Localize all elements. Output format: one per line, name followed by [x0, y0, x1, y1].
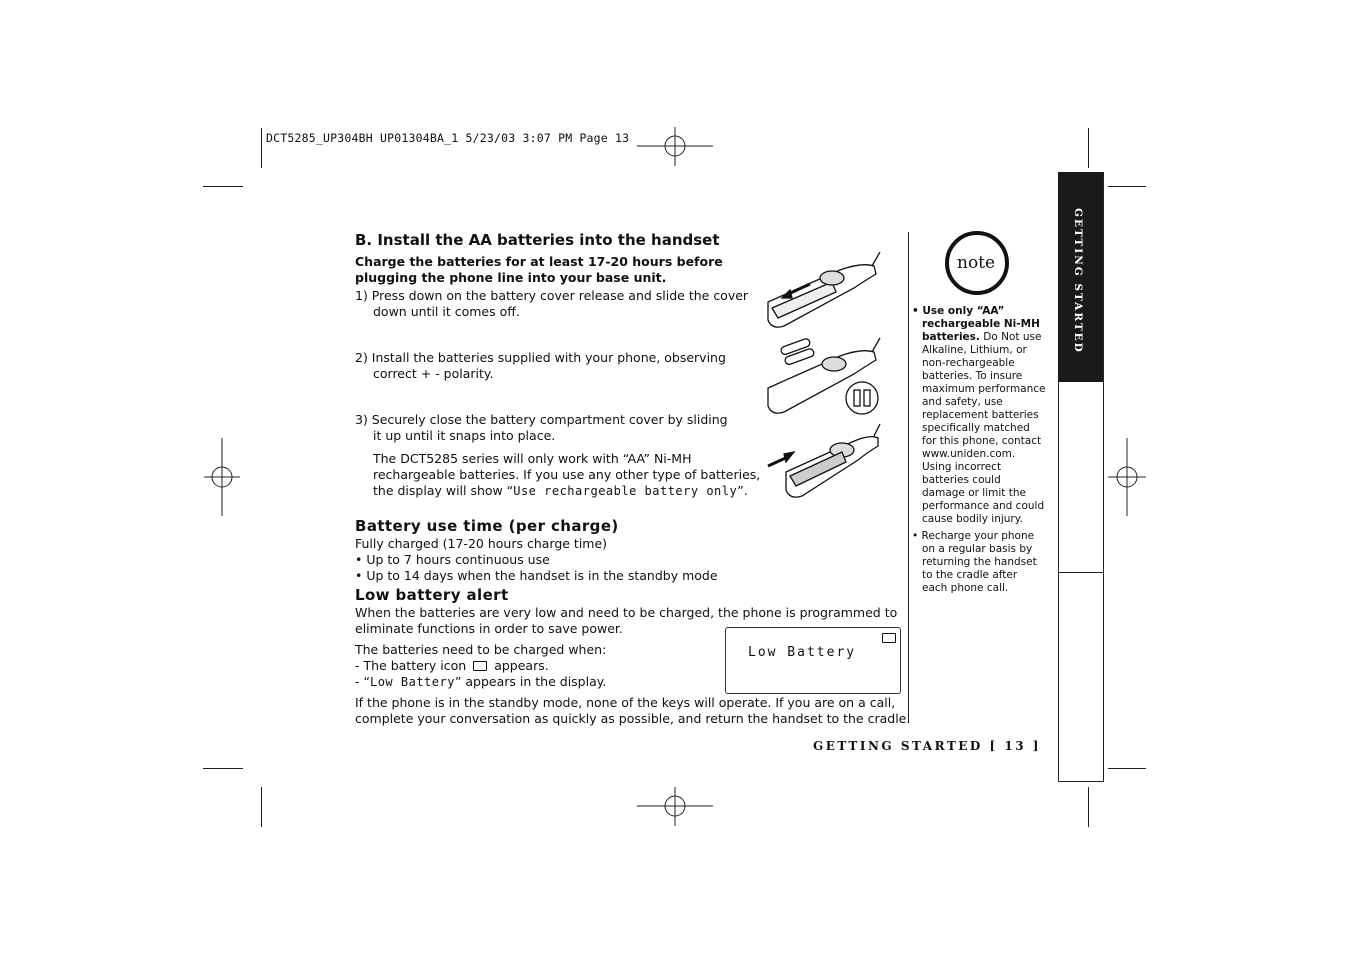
- step-3: 3) Securely close the battery compartment cover by sliding: [355, 412, 728, 427]
- page-footer: GETTING STARTED [ 13 ]: [813, 739, 1041, 753]
- condition-text: appears.: [494, 658, 549, 673]
- condition-text: - The battery icon: [355, 658, 467, 673]
- battery-use-bullet: • Up to 7 hours continuous use: [355, 552, 550, 567]
- note-line: damage or limit the: [922, 487, 1026, 499]
- low-battery-title: Low battery alert: [355, 586, 509, 604]
- note-line: cause bodily injury.: [922, 513, 1023, 525]
- print-header-stamp: DCT5285_UP304BH UP01304BA_1 5/23/03 3:07 PM Page 13: [266, 131, 630, 145]
- note-text: Do Not use: [979, 331, 1042, 343]
- low-battery-condition: [355, 674, 606, 690]
- column-rule: [908, 232, 909, 722]
- tab-divider: [1058, 781, 1104, 782]
- note-line: each phone call.: [922, 582, 1009, 594]
- lcd-message: Low Battery: [369, 675, 455, 689]
- section-title: B. Install the AA batteries into the handset: [355, 231, 720, 249]
- low-battery-text: When the batteries are very low and need to be charged, the phone is programmed to: [355, 605, 898, 620]
- step-2-cont: correct + - polarity.: [373, 366, 494, 381]
- note-badge-label: note: [957, 253, 996, 273]
- note-line: and safety, use: [922, 396, 1003, 408]
- battery-use-text: Fully charged (17-20 hours charge time): [355, 536, 608, 551]
- note-bullet-1-heading-line: [912, 331, 1052, 344]
- tab-border: [1058, 382, 1059, 782]
- note-list: [912, 305, 1052, 595]
- note-line: batteries. To insure: [922, 370, 1023, 382]
- battery-use-title: Battery use time (per charge): [355, 517, 619, 535]
- step-1: 1) Press down on the battery cover release and slide the cover: [355, 288, 749, 303]
- lcd-display: [725, 627, 901, 694]
- side-tab-label: GETTING STARTED: [1072, 208, 1084, 354]
- low-battery-text: If the phone is in the standby mode, none of the keys will operate. If you are on a call,: [355, 695, 896, 710]
- note-line: on a regular basis by: [922, 543, 1033, 555]
- battery-info: [373, 483, 748, 499]
- note-line: replacement batteries: [922, 409, 1039, 421]
- tab-border: [1103, 172, 1104, 782]
- note-line: performance and could: [922, 500, 1045, 512]
- note-line: • Recharge your phone: [912, 530, 1035, 542]
- note-line: specifically matched: [922, 422, 1030, 434]
- step-1-cont: down until it comes off.: [373, 304, 520, 319]
- note-line: batteries could: [922, 474, 1001, 486]
- battery-icon: [882, 633, 896, 643]
- note-line: Using incorrect: [922, 461, 1002, 473]
- charge-warning: plugging the phone line into your base unit.: [355, 270, 667, 285]
- note-line: for this phone, contact: [922, 435, 1042, 447]
- battery-info: The DCT5285 series will only work with “AA” Ni-MH: [373, 451, 692, 466]
- low-battery-condition: [355, 658, 549, 674]
- battery-use-bullet: • Up to 14 days when the handset is in the standby mode: [355, 568, 718, 583]
- condition-text: ” appears in the display.: [454, 674, 607, 689]
- note-bullet-2: [912, 530, 1052, 595]
- note-line: to the cradle after: [922, 569, 1018, 581]
- note-line: maximum performance: [922, 383, 1046, 395]
- note-bullet-1-heading: • Use only “AA”: [912, 305, 1005, 317]
- note-bullet-1-body: [912, 344, 1052, 526]
- handset-insert-batteries-illustration: [762, 336, 882, 416]
- charge-warning: Charge the batteries for at least 17-20 hours before: [355, 254, 723, 269]
- battery-info: rechargeable batteries. If you use any other type of batteries,: [373, 467, 761, 482]
- tab-divider: [1058, 572, 1104, 573]
- handset-remove-cover-illustration: [762, 252, 882, 332]
- lcd-text: Low Battery: [748, 645, 857, 660]
- lcd-message: Use rechargeable battery only: [513, 484, 738, 498]
- note-bullet-1-heading: rechargeable Ni-MH: [922, 318, 1040, 330]
- step-3-cont: it up until it snaps into place.: [373, 428, 556, 443]
- low-battery-text: complete your conversation as quickly as possible, and return the handset to the cradle.: [355, 711, 911, 726]
- info-text: the display will show “: [373, 483, 514, 498]
- low-battery-text: The batteries need to be charged when:: [355, 642, 607, 657]
- note-line: Alkaline, Lithium, or: [922, 344, 1027, 356]
- battery-icon: [473, 661, 487, 671]
- note-line: returning the handset: [922, 556, 1037, 568]
- note-bold-text: batteries.: [922, 331, 980, 343]
- low-battery-text: eliminate functions in order to save power.: [355, 621, 623, 636]
- note-line: www.uniden.com.: [922, 448, 1016, 460]
- step-2: 2) Install the batteries supplied with your phone, observing: [355, 350, 726, 365]
- handset-close-cover-illustration: [762, 420, 882, 500]
- note-line: non-rechargeable: [922, 357, 1015, 369]
- side-tab: [1058, 172, 1103, 382]
- condition-text: - “: [355, 674, 370, 689]
- info-text: ”.: [737, 483, 748, 498]
